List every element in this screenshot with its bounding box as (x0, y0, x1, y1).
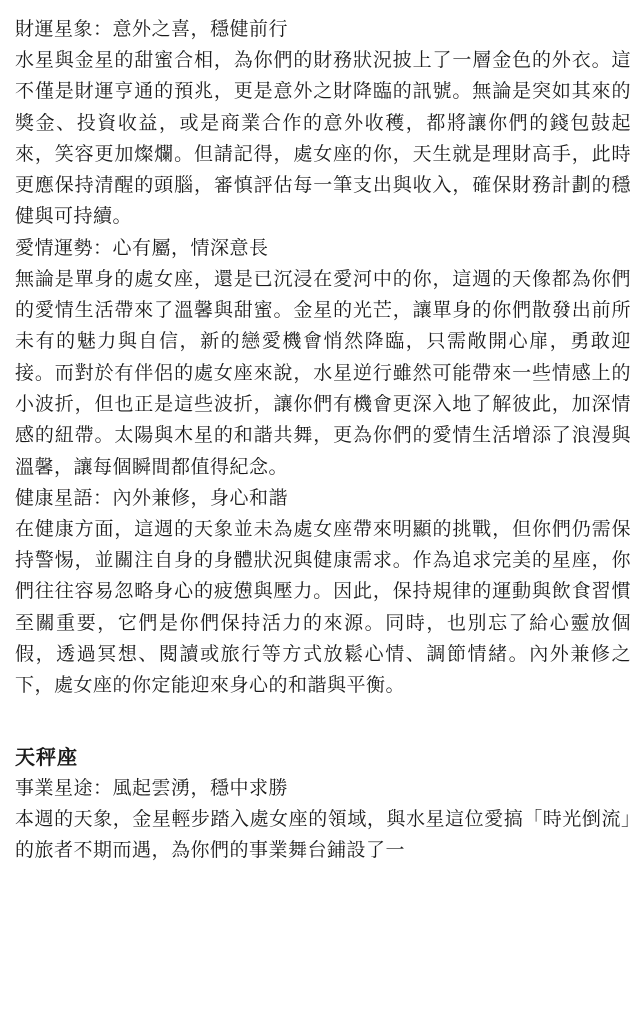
virgo-health-paragraph: 在健康方面，這週的天象並未為處女座帶來明顯的挑戰，但你們仍需保持警惕，並關注自身的身體狀況與健康需求。作為追求完美的星座，你們往往容易忽略身心的疲憊與壓力。因此，保持規律的運動與飲食習慣至關重要，它們是你們保持活力的來源。同時，也別忘了給心靈放個假，透過冥想、閱讀或旅行等方式放鬆心情、調節情緒。內外兼修之下，處女座的你定能迎來身心的和諧與平衡。 (15, 517, 631, 697)
libra-sign-title: 天秤座 (15, 744, 78, 769)
horoscope-article (15, 14, 631, 866)
section-spacer (15, 702, 631, 742)
libra-career-paragraph: 本週的天象，金星輕步踏入處女座的領域，與水星這位愛搞「時光倒流」的旅者不期而遇，為你們的事業舞台鋪設了一 (15, 807, 631, 861)
virgo-wealth-heading: 財運星象：意外之喜，穩健前行 (15, 18, 289, 40)
virgo-love-heading: 愛情運勢：心有屬，情深意長 (15, 236, 269, 259)
virgo-wealth-paragraph: 水星與金星的甜蜜合相，為你們的財務狀況披上了一層金色的外衣。這不僅是財運亨通的預兆，更是意外之財降臨的訊號。無論是突如其來的獎金、投資收益，或是商業合作的意外收穫，都將讓你們的錢包鼓起來，笑容更加燦爛。但請記得，處女座的你，天生就是理財高手，此時更應保持清醒的頭腦，審慎評估每一筆支出與收入，確保財務計劃的穩健與可持續。 (15, 49, 631, 228)
virgo-love-paragraph: 無論是單身的處女座，還是已沉浸在愛河中的你，這週的天像都為你們的愛情生活帶來了溫馨與甜蜜。金星的光芒，讓單身的你們散發出前所未有的魅力與自信，新的戀愛機會悄然降臨，只需敞開心扉，勇敢迎接。而對於有伴侶的處女座來說，水星逆行雖然可能帶來一些情感上的小波折，但也正是這些波折，讓你們有機會更深入地了解彼此，加深情感的紐帶。太陽與木星的和諧共舞，更為你們的愛情生活增添了浪漫與溫馨，讓每個瞬間都值得紀念。 (15, 267, 631, 478)
virgo-health-heading: 健康星語：內外兼修，身心和諧 (15, 486, 289, 509)
libra-career-heading: 事業星途：風起雲湧，穩中求勝 (15, 776, 289, 799)
